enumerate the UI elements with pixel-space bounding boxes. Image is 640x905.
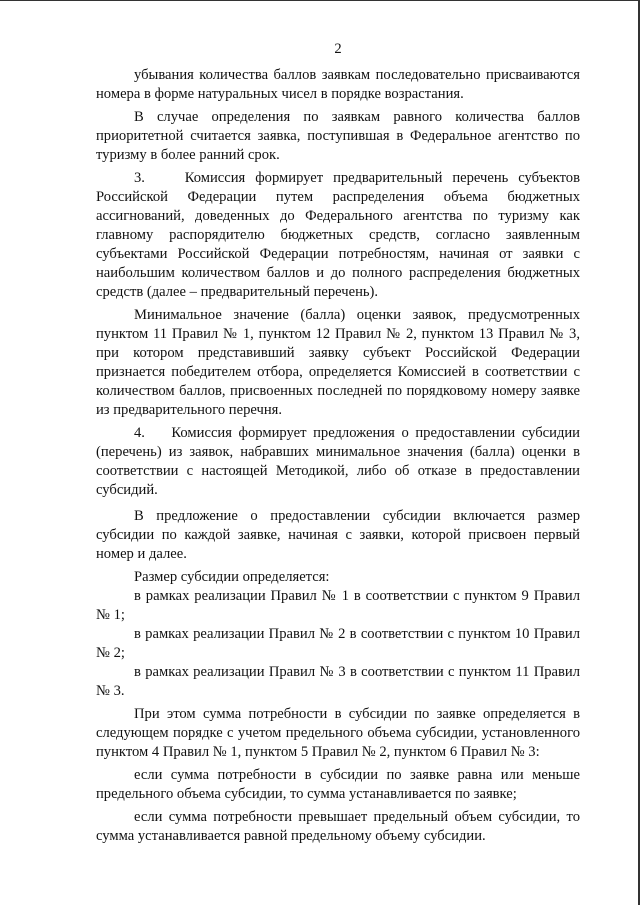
document-page	[96, 40, 580, 846]
scan-edge-top	[0, 0, 640, 1]
paragraph-3: 3. Комиссия формирует предварительный перечень субъектов Российской Федерации путем распределения объема бюджетных ассигнований, доведенных до Федерального агентства по туризму как главному распорядителю бюджетных средств, согласно заявленным субъектами Российской Федерации потребностям, начиная от заявки с наибольшим количеством баллов и до полного распределения бюджетных средств (далее – предварительный перечень).	[96, 170, 580, 300]
paragraph-4: Минимальное значение (балла) оценки заявок, предусмотренных пунктом 11 Правил № 1, пунктом 12 Правил № 2, пунктом 13 Правил № 3, при котором представивший заявку субъект Российской Федерации признается победителем отбора, определяется Комиссией в соответствии с количеством баллов, присвоенных последней по порядковому номеру заявке из предварительного перечня.	[96, 307, 580, 418]
paragraph-12: если сумма потребности в субсидии по заявке равна или меньше предельного объема субсидии, то сумма устанавливается по заявке;	[96, 767, 580, 802]
paragraph-8: в рамках реализации Правил № 1 в соответствии с пунктом 9 Правил № 1;	[96, 588, 580, 623]
paragraph-13: если сумма потребности превышает предельный объем субсидии, то сумма устанавливается равной предельному объему субсидии.	[96, 809, 580, 844]
paragraph-11: При этом сумма потребности в субсидии по заявке определяется в следующем порядке с учетом предельного объема субсидии, установленного пунктом 4 Правил № 1, пунктом 5 Правил № 2, пунктом 6 Правил № 3:	[96, 706, 580, 760]
paragraph-10: в рамках реализации Правил № 3 в соответствии с пунктом 11 Правил № 3.	[96, 664, 580, 699]
page-number: 2	[334, 41, 342, 57]
paragraph-6: В предложение о предоставлении субсидии включается размер субсидии по каждой заявке, начиная с заявки, которой присвоен первый номер и далее.	[96, 508, 580, 562]
paragraph-2: В случае определения по заявкам равного количества баллов приоритетной считается заявка, поступившая в Федеральное агентство по туризму в более ранний срок.	[96, 109, 580, 163]
paragraph-9: в рамках реализации Правил № 2 в соответствии с пунктом 10 Правил № 2;	[96, 626, 580, 661]
paragraph-7: Размер субсидии определяется:	[134, 569, 330, 585]
paragraph-5: 4. Комиссия формирует предложения о предоставлении субсидии (перечень) из заявок, набравших минимальное значения (балла) оценки в соответствии с настоящей Методикой, либо об отказе в предоставлении субсидий.	[96, 425, 580, 498]
paragraph-1: убывания количества баллов заявкам последовательно присваиваются номера в форме натуральных чисел в порядке возрастания.	[96, 67, 580, 102]
